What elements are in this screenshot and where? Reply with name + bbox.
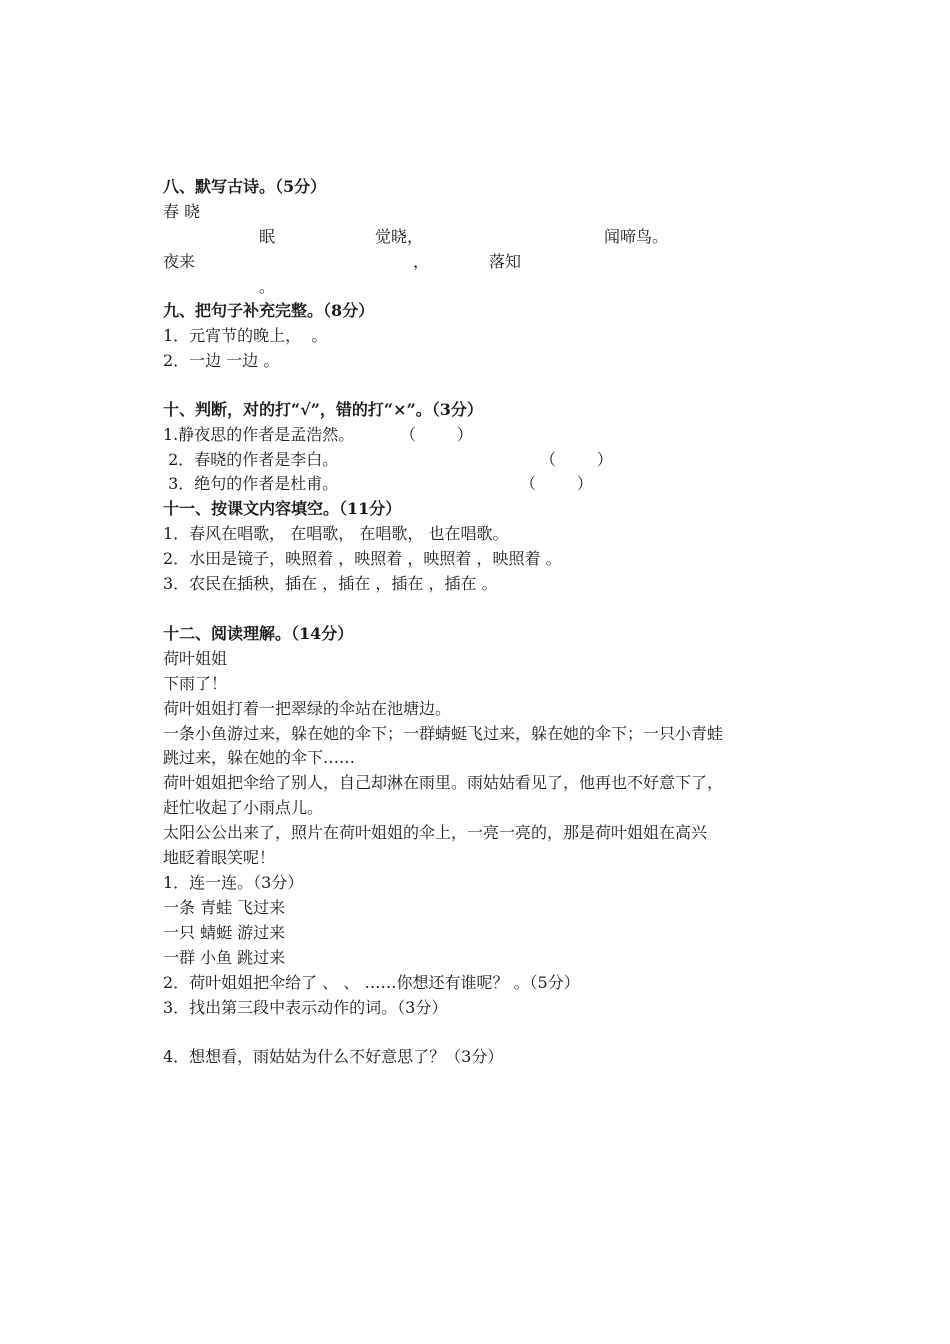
passage-line: 赶忙收起了小雨点儿。 <box>163 798 324 817</box>
match-row: 一群 小鱼 跳过来 <box>163 948 286 967</box>
passage-line: 下雨了！ <box>163 674 228 693</box>
passage-line: 跳过来，躲在她的伞下…… <box>163 748 356 767</box>
fill-item: 3．农民在插秧，插在 ，插在 ，插在 ，插在 。 <box>163 574 498 593</box>
poem-line1-part-b: 觉晓， <box>375 227 424 246</box>
poem-line2-part-b: ， <box>413 252 430 271</box>
passage-line: 荷叶姐姐打着一把翠绿的伞站在池塘边。 <box>163 699 452 718</box>
section10-heading: 十、判断，对的打“√”，错的打“×”。（3分） <box>163 400 483 419</box>
answer-parenthesis: （ ） <box>400 425 473 444</box>
poem-line2-part-c: 落知 <box>489 252 522 271</box>
section9-heading: 九、把句子补充完整。（8分） <box>163 301 375 320</box>
fill-item: 1．春风在唱歌， 在唱歌， 在唱歌， 也在唱歌。 <box>163 524 509 543</box>
poem-line1-part-c: 闻啼鸟。 <box>604 227 669 246</box>
poem-title: 春 晓 <box>163 202 201 221</box>
poem-line2-part-a: 夜来 <box>163 252 196 271</box>
passage-title: 荷叶姐姐 <box>163 649 228 668</box>
section8-heading: 八、默写古诗。（5分） <box>163 177 327 196</box>
poem-line3: 。 <box>259 277 276 296</box>
question-1: 1．连一连。（3分） <box>163 873 304 892</box>
passage-line: 一条小鱼游过来，躲在她的伞下；一群蜻蜓飞过来，躲在她的伞下；一只小青蛙 <box>163 724 724 743</box>
match-row: 一只 蜻蜓 游过来 <box>163 923 286 942</box>
judge-item: 1.静夜思的作者是孟浩然。 <box>163 425 355 444</box>
question-3: 3．找出第三段中表示动作的词。（3分） <box>163 998 448 1017</box>
question-4: 4．想想看，雨姑姑为什么不好意思了？（3分） <box>163 1047 504 1066</box>
poem-line1-part-a: 眠 <box>259 227 276 246</box>
section12-heading: 十二、阅读理解。（14分） <box>163 624 354 643</box>
judge-item: 3．绝句的作者是杜甫。 <box>163 474 339 493</box>
passage-line: 荷叶姐姐把伞给了别人，自己却淋在雨里。雨姑姑看见了，他再也不好意下了， <box>163 773 724 792</box>
section9-item: 2．一边 一边 。 <box>163 351 280 370</box>
answer-parenthesis: （ ） <box>520 474 593 493</box>
judge-item: 2．春晓的作者是李白。 <box>163 450 339 469</box>
answer-parenthesis: （ ） <box>540 450 613 469</box>
section11-heading: 十一、按课文内容填空。（11分） <box>163 499 402 518</box>
passage-line: 地眨着眼笑呢！ <box>163 848 276 867</box>
section9-item: 1．元宵节的晚上， 。 <box>163 326 328 345</box>
passage-line: 太阳公公出来了，照片在荷叶姐姐的伞上，一亮一亮的，那是荷叶姐姐在高兴 <box>163 823 708 842</box>
fill-item: 2．水田是镜子，映照着 ，映照着 ，映照着 ，映照着 。 <box>163 549 562 568</box>
match-row: 一条 青蛙 飞过来 <box>163 898 286 917</box>
question-2: 2．荷叶姐姐把伞给了 、 、 ……你想还有谁呢？ 。（5分） <box>163 973 580 992</box>
